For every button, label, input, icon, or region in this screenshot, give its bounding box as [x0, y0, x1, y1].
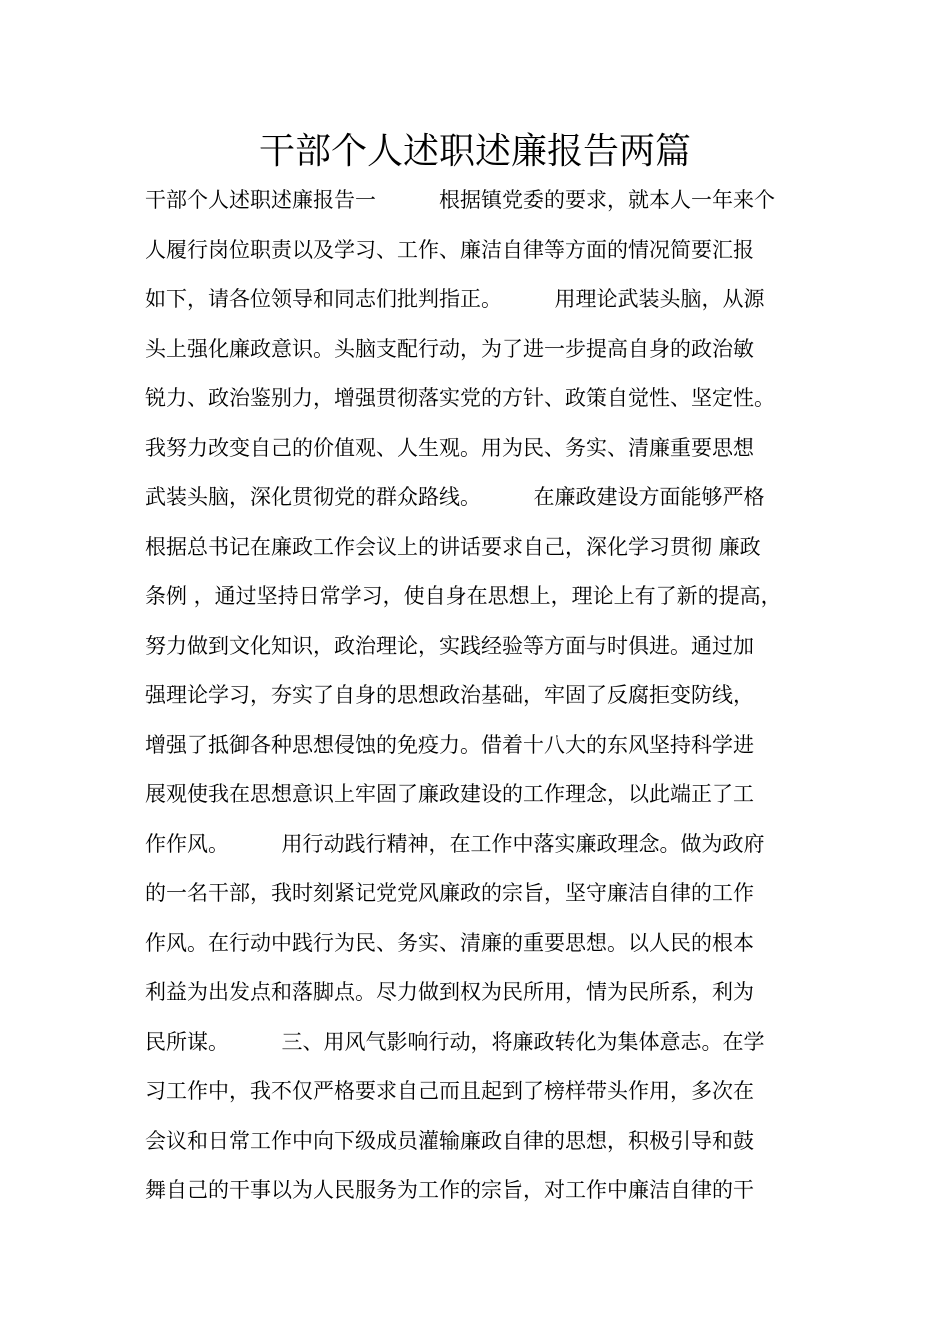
body-line: 锐力、政治鉴别力，增强贯彻落实党的方针、政策自觉性、坚定性。	[145, 386, 775, 410]
body-line: 根据总书记在廉政工作会议上的讲话要求自己，深化学习贯彻 廉政	[145, 534, 761, 559]
body-line: 武装头脑，深化贯彻党的群众路线。 在廉政建设方面能够严格	[145, 485, 765, 509]
body-line: 舞自己的干事以为人民服务为工作的宗旨，对工作中廉洁自律的干	[145, 1178, 754, 1202]
body-line: 条例 ，通过坚持日常学习，使自身在思想上，理论上有了新的提高，	[145, 584, 782, 608]
document-title: 干部个人述职述廉报告两篇	[258, 131, 691, 172]
body-line: 作作风。 用行动践行精神，在工作中落实廉政理念。做为政府	[145, 831, 765, 856]
body-line: 的一名干部，我时刻紧记党党风廉政的宗旨，坚守廉洁自律的工作	[145, 881, 754, 905]
body-line: 人履行岗位职责以及学习、工作、廉洁自律等方面的情况简要汇报	[145, 237, 754, 262]
body-line: 展观使我在思想意识上牢固了廉政建设的工作理念，以此端正了工	[145, 782, 754, 806]
body-line: 作风。在行动中践行为民、务实、清廉的重要思想。以人民的根本	[145, 930, 754, 955]
body-line: 努力做到文化知识，政治理论，实践经验等方面与时俱进。通过加	[145, 633, 754, 658]
document-body	[145, 176, 845, 1216]
body-line: 干部个人述职述廉报告一 根据镇党委的要求，就本人一年来个	[145, 188, 775, 212]
body-line: 利益为出发点和落脚点。尽力做到权为民所用，情为民所系，利为	[145, 980, 754, 1004]
body-line: 会议和日常工作中向下级成员灌输廉政自律的思想，积极引导和鼓	[145, 1128, 754, 1153]
body-line: 如下，请各位领导和同志们批判指正。 用理论武装头脑，从源	[145, 287, 765, 311]
body-line: 习工作中，我不仅严格要求自己而且起到了榜样带头作用，多次在	[145, 1079, 754, 1103]
body-line: 强理论学习，夯实了自身的思想政治基础，牢固了反腐拒变防线，	[145, 683, 754, 707]
body-line: 增强了抵御各种思想侵蚀的免疫力。借着十八大的东风坚持科学进	[145, 732, 754, 757]
body-line: 头上强化廉政意识。头脑支配行动，为了进一步提高自身的政治敏	[145, 336, 754, 361]
body-line: 我努力改变自己的价值观、人生观。用为民、务实、清廉重要思想	[145, 435, 754, 460]
body-line: 民所谋。 三、用风气影响行动，将廉政转化为集体意志。在学	[145, 1029, 765, 1054]
